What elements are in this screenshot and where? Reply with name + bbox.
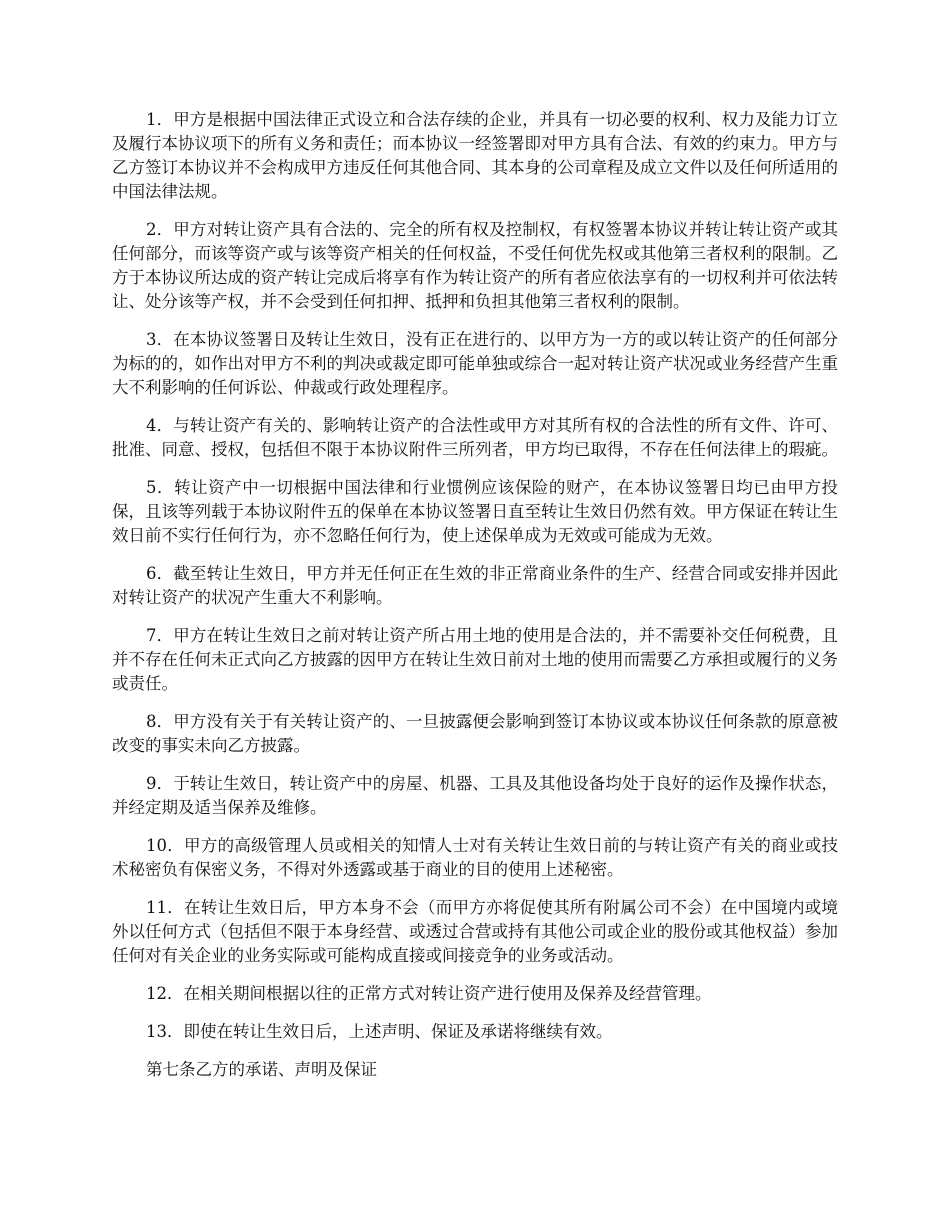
document-page: [112, 108, 838, 1082]
clause-13: 13．即使在转让生效日后，上述声明、保证及承诺将继续有效。: [146, 1022, 613, 1041]
clause-5: 5．转让资产中一切根据中国法律和行业惯例应该保险的财产，在本协议签署日均已由甲方投保，且该等列载于本协议附件五的保单在本协议签署日直至转让生效日仍然有效。甲方保证在转让生效日前不实行任何行为，亦不忽略任何行为，使上述保单成为无效或可能成为无效。: [112, 478, 838, 545]
clause-8: 8．甲方没有关于有关转让资产的、一旦披露便会影响到签订本协议或本协议任何条款的原意被改变的事实未向乙方披露。: [112, 712, 838, 755]
clause-3: 3．在本协议签署日及转让生效日，没有正在进行的、以甲方为一方的或以转让资产的任何部分为标的的，如作出对甲方不利的判决或裁定即可能单独或综合一起对转让资产状况或业务经营产生重大不利影响的任何诉讼、仲裁或行政处理程序。: [112, 330, 838, 397]
clause-7: 7．甲方在转让生效日之前对转让资产所占用土地的使用是合法的，并不需要补交任何税费，且并不存在任何未正式向乙方披露的因甲方在转让生效日前对土地的使用而需要乙方承担或履行的义务或责任。: [112, 626, 838, 693]
clause-10: 10．甲方的高级管理人员或相关的知情人士对有关转让生效日前的与转让资产有关的商业或技术秘密负有保密义务，不得对外透露或基于商业的目的使用上述秘密。: [112, 836, 838, 879]
clause-12: 12．在相关期间根据以往的正常方式对转让资产进行使用及保养及经营管理。: [146, 984, 712, 1003]
clause-2: 2．甲方对转让资产具有合法的、完全的所有权及控制权，有权签署本协议并转让转让资产或其任何部分，而该等资产或与该等资产相关的任何权益，不受任何优先权或其他第三者权利的限制。乙方于本协议所达成的资产转让完成后将享有作为转让资产的所有者应依法享有的一切权利并可依法转让、处分该等产权，并不会受到任何扣押、抵押和负担其他第三者权利的限制。: [112, 220, 838, 311]
clause-1: 1．甲方是根据中国法律正式设立和合法存续的企业，并具有一切必要的权利、权力及能力订立及履行本协议项下的所有义务和责任；而本协议一经签署即对甲方具有合法、有效的约束力。甲方与乙方签订本协议并不会构成甲方违反任何其他合同、其本身的公司章程及成立文件以及任何所适用的中国法律法规。: [112, 110, 838, 201]
clause-6: 6．截至转让生效日，甲方并无任何正在生效的非正常商业条件的生产、经营合同或安排并因此对转让资产的状况产生重大不利影响。: [112, 564, 838, 607]
clause-11: 11．在转让生效日后，甲方本身不会（而甲方亦将促使其所有附属公司不会）在中国境内或境外以任何方式（包括但不限于本身经营、或透过合营或持有其他公司或企业的股份或其他权益）参加任何对有关企业的业务实际或可能构成直接或间接竞争的业务或活动。: [112, 898, 838, 965]
section-heading: 第七条乙方的承诺、声明及保证: [146, 1060, 377, 1079]
clause-4: 4．与转让资产有关的、影响转让资产的合法性或甲方对其所有权的合法性的所有文件、许可、批准、同意、授权，包括但不限于本协议附件三所列者，甲方均已取得，不存在任何法律上的瑕疵。: [112, 416, 838, 459]
clause-9: 9．于转让生效日，转让资产中的房屋、机器、工具及其他设备均处于良好的运作及操作状态，并经定期及适当保养及维修。: [112, 774, 838, 817]
